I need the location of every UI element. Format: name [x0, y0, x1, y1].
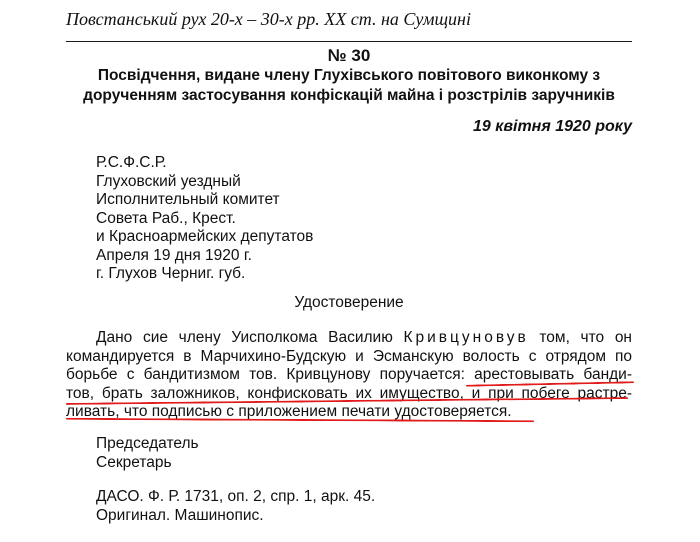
body-text-segment: том, что он: [528, 329, 632, 346]
letterhead: [96, 154, 313, 284]
document-date: 19 квітня 1920 року: [472, 118, 632, 135]
document-body: [66, 329, 632, 422]
body-text-segment: Дано сие члену Уисполкома Василию: [96, 329, 404, 346]
document-title: [66, 66, 632, 106]
letterhead-line: Совета Раб., Крест.: [96, 209, 236, 227]
archival-source: [96, 488, 375, 525]
letterhead-line: Исполнительный комитет: [96, 191, 280, 208]
letterhead-line: Апреля 19 дня 1920 г.: [96, 246, 252, 264]
header-rule: [66, 41, 632, 42]
signature-line: Секретарь: [96, 453, 172, 471]
body-line: командируется в Марчихино-Будскую и Эсманскую волость с отрядом по: [66, 347, 632, 365]
body-line: [66, 329, 632, 348]
source-line: ДАСО. Ф. Р. 1731, оп. 2, спр. 1, арк. 45.: [96, 488, 376, 505]
document-number: № 30: [327, 46, 371, 65]
body-line: ливать, что подписью с приложением печати удостоверяется.: [66, 403, 512, 420]
running-header: Повстанський рух 20-х – 30-х рр. XX ст. на Сумщині: [66, 9, 471, 29]
letterhead-line: Глуховский уездный: [96, 172, 241, 190]
signatures-block: [96, 435, 199, 472]
spaced-name: Кривцуновув: [403, 329, 529, 346]
signature-line: Председатель: [96, 435, 199, 452]
body-line: тов, брать заложников, конфисковать их имущество, и при побеге растре-: [66, 384, 632, 402]
letterhead-line: и Красноармейских депутатов: [96, 228, 314, 245]
letterhead-line: Р.С.Ф.С.Р.: [96, 154, 167, 171]
document-title-line: дорученням застосування конфіскацій майна і розстрілів заручників: [83, 87, 615, 104]
letterhead-line: г. Глухов Черниг. губ.: [96, 265, 246, 282]
source-line: Оригинал. Машинопис.: [96, 506, 264, 524]
document-title-line: Посвідчення, видане члену Глухівського повітового виконкому з: [97, 67, 601, 84]
body-line: борьбе с бандитизмом тов. Кривцунову поручается: арестовывать банди-: [66, 366, 632, 383]
document-type-heading: Удостоверение: [294, 294, 404, 311]
